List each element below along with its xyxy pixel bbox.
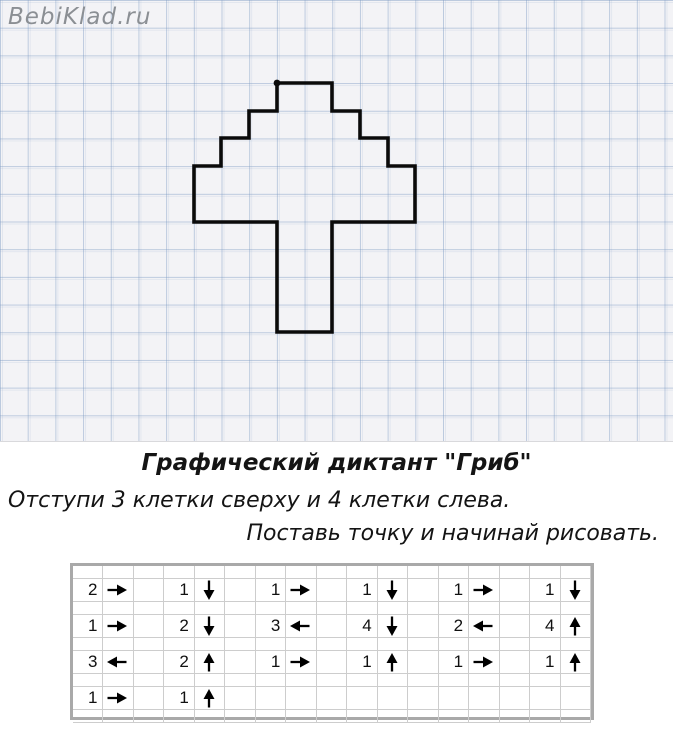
dict-empty-cell <box>469 602 499 615</box>
dict-empty-cell <box>134 579 164 602</box>
dict-empty-cell <box>469 710 499 723</box>
dict-empty-cell <box>195 602 225 615</box>
instruction-line-1: Отступи 3 клетки сверху и 4 клетки слева. <box>8 488 511 513</box>
dict-empty-cell <box>225 566 255 579</box>
step-count: 1 <box>530 579 560 602</box>
dict-empty-cell <box>73 638 103 651</box>
dict-empty-cell <box>317 615 347 638</box>
dict-empty-cell <box>164 638 194 651</box>
dict-empty-cell <box>378 674 408 687</box>
step-count: 2 <box>164 651 194 674</box>
dict-empty-cell <box>561 566 591 579</box>
instruction-line-2: Поставь точку и начинай рисовать. <box>246 521 659 546</box>
dict-empty-cell <box>164 710 194 723</box>
dict-empty-cell <box>530 710 560 723</box>
dict-empty-cell <box>225 638 255 651</box>
dict-empty-cell <box>317 602 347 615</box>
dict-empty-cell <box>73 566 103 579</box>
arrow-left-icon <box>469 615 499 638</box>
step-count: 1 <box>439 651 469 674</box>
dict-empty-cell <box>134 638 164 651</box>
dict-empty-cell <box>561 674 591 687</box>
worksheet-title: Графический диктант "Гриб" <box>141 450 532 476</box>
dict-empty-cell <box>103 638 133 651</box>
dict-empty-cell <box>439 710 469 723</box>
dict-empty-cell <box>195 674 225 687</box>
dict-empty-cell <box>408 687 438 710</box>
dict-empty-cell <box>164 566 194 579</box>
dict-empty-cell <box>561 687 591 710</box>
step-count: 1 <box>164 687 194 710</box>
arrow-down-icon <box>378 579 408 602</box>
dict-empty-cell <box>73 710 103 723</box>
step-count: 3 <box>256 615 286 638</box>
dict-empty-cell <box>225 602 255 615</box>
step-count: 2 <box>439 615 469 638</box>
arrow-down-icon <box>378 615 408 638</box>
dict-empty-cell <box>378 566 408 579</box>
dict-empty-cell <box>500 579 530 602</box>
dict-empty-cell <box>195 566 225 579</box>
dict-empty-cell <box>225 687 255 710</box>
dict-empty-cell <box>256 638 286 651</box>
dict-empty-cell <box>225 615 255 638</box>
step-count: 1 <box>530 651 560 674</box>
dict-empty-cell <box>408 579 438 602</box>
dict-empty-cell <box>500 687 530 710</box>
dict-empty-cell <box>378 638 408 651</box>
dict-empty-cell <box>256 687 286 710</box>
dict-empty-cell <box>530 687 560 710</box>
dict-empty-cell <box>408 710 438 723</box>
dict-empty-cell <box>469 638 499 651</box>
dict-empty-cell <box>500 638 530 651</box>
dict-empty-cell <box>134 710 164 723</box>
arrow-right-icon <box>469 579 499 602</box>
step-count: 4 <box>347 615 377 638</box>
dict-empty-cell <box>103 566 133 579</box>
arrow-left-icon <box>103 651 133 674</box>
dict-empty-cell <box>103 710 133 723</box>
arrow-down-icon <box>195 579 225 602</box>
dict-empty-cell <box>286 602 316 615</box>
dict-empty-cell <box>164 602 194 615</box>
dict-empty-cell <box>134 566 164 579</box>
dict-empty-cell <box>408 638 438 651</box>
dict-empty-cell <box>347 566 377 579</box>
dict-empty-cell <box>561 710 591 723</box>
dict-empty-cell <box>500 674 530 687</box>
dict-empty-cell <box>439 566 469 579</box>
step-count: 1 <box>164 579 194 602</box>
dict-empty-cell <box>286 638 316 651</box>
dict-empty-cell <box>195 638 225 651</box>
dict-empty-cell <box>530 602 560 615</box>
dict-empty-cell <box>347 710 377 723</box>
dict-empty-cell <box>500 615 530 638</box>
dict-empty-cell <box>134 687 164 710</box>
step-count: 1 <box>256 651 286 674</box>
dict-empty-cell <box>317 687 347 710</box>
step-count: 4 <box>530 615 560 638</box>
dict-empty-cell <box>347 602 377 615</box>
dict-empty-cell <box>225 674 255 687</box>
dict-empty-cell <box>561 602 591 615</box>
dict-empty-cell <box>286 710 316 723</box>
arrow-right-icon <box>286 651 316 674</box>
dict-empty-cell <box>317 566 347 579</box>
dict-empty-cell <box>164 674 194 687</box>
dict-empty-cell <box>317 710 347 723</box>
dict-empty-cell <box>378 687 408 710</box>
dict-empty-cell <box>286 674 316 687</box>
arrow-up-icon <box>561 651 591 674</box>
dict-empty-cell <box>134 602 164 615</box>
step-count: 1 <box>347 579 377 602</box>
dict-empty-cell <box>103 602 133 615</box>
dict-empty-cell <box>317 638 347 651</box>
dict-empty-cell <box>134 674 164 687</box>
dict-empty-cell <box>439 674 469 687</box>
arrow-right-icon <box>103 579 133 602</box>
dict-empty-cell <box>378 710 408 723</box>
arrow-up-icon <box>195 687 225 710</box>
dict-empty-cell <box>530 566 560 579</box>
dict-empty-cell <box>286 566 316 579</box>
dict-empty-cell <box>225 651 255 674</box>
arrow-right-icon <box>469 651 499 674</box>
dict-empty-cell <box>469 566 499 579</box>
dict-empty-cell <box>378 602 408 615</box>
dict-empty-cell <box>500 710 530 723</box>
dict-empty-cell <box>286 687 316 710</box>
dict-empty-cell <box>73 674 103 687</box>
arrow-down-icon <box>195 615 225 638</box>
dict-empty-cell <box>439 602 469 615</box>
dict-empty-cell <box>347 638 377 651</box>
arrow-right-icon <box>286 579 316 602</box>
arrow-left-icon <box>286 615 316 638</box>
start-point-dot <box>274 80 281 87</box>
arrow-right-icon <box>103 687 133 710</box>
step-count: 1 <box>256 579 286 602</box>
dict-empty-cell <box>256 674 286 687</box>
dict-empty-cell <box>134 651 164 674</box>
dict-empty-cell <box>469 687 499 710</box>
watermark: BebiKlad.ru <box>8 4 152 30</box>
dict-empty-cell <box>134 615 164 638</box>
dict-empty-cell <box>347 674 377 687</box>
dict-empty-cell <box>408 651 438 674</box>
step-count: 2 <box>164 615 194 638</box>
dict-empty-cell <box>317 674 347 687</box>
arrow-up-icon <box>561 615 591 638</box>
dict-empty-cell <box>408 602 438 615</box>
dict-empty-cell <box>561 638 591 651</box>
step-count: 1 <box>73 615 103 638</box>
dict-empty-cell <box>408 615 438 638</box>
step-count: 3 <box>73 651 103 674</box>
dict-empty-cell <box>225 579 255 602</box>
dictation-table <box>70 563 594 720</box>
dict-empty-cell <box>500 566 530 579</box>
dict-empty-cell <box>408 674 438 687</box>
dict-empty-cell <box>347 687 377 710</box>
arrow-right-icon <box>103 615 133 638</box>
dict-empty-cell <box>317 579 347 602</box>
step-count: 1 <box>439 579 469 602</box>
dict-empty-cell <box>439 638 469 651</box>
step-count: 1 <box>347 651 377 674</box>
dict-empty-cell <box>256 602 286 615</box>
arrow-down-icon <box>561 579 591 602</box>
dict-empty-cell <box>530 638 560 651</box>
dict-empty-cell <box>73 602 103 615</box>
dict-empty-cell <box>103 674 133 687</box>
step-count: 1 <box>73 687 103 710</box>
dict-empty-cell <box>500 651 530 674</box>
dict-empty-cell <box>256 566 286 579</box>
dict-empty-cell <box>256 710 286 723</box>
arrow-up-icon <box>195 651 225 674</box>
dict-empty-cell <box>469 674 499 687</box>
mushroom-outline-path <box>194 83 415 332</box>
dict-empty-cell <box>500 602 530 615</box>
dict-empty-cell <box>408 566 438 579</box>
dict-empty-cell <box>439 687 469 710</box>
dict-empty-cell <box>530 674 560 687</box>
arrow-up-icon <box>378 651 408 674</box>
dict-empty-cell <box>225 710 255 723</box>
dict-empty-cell <box>195 710 225 723</box>
dict-empty-cell <box>317 651 347 674</box>
step-count: 2 <box>73 579 103 602</box>
